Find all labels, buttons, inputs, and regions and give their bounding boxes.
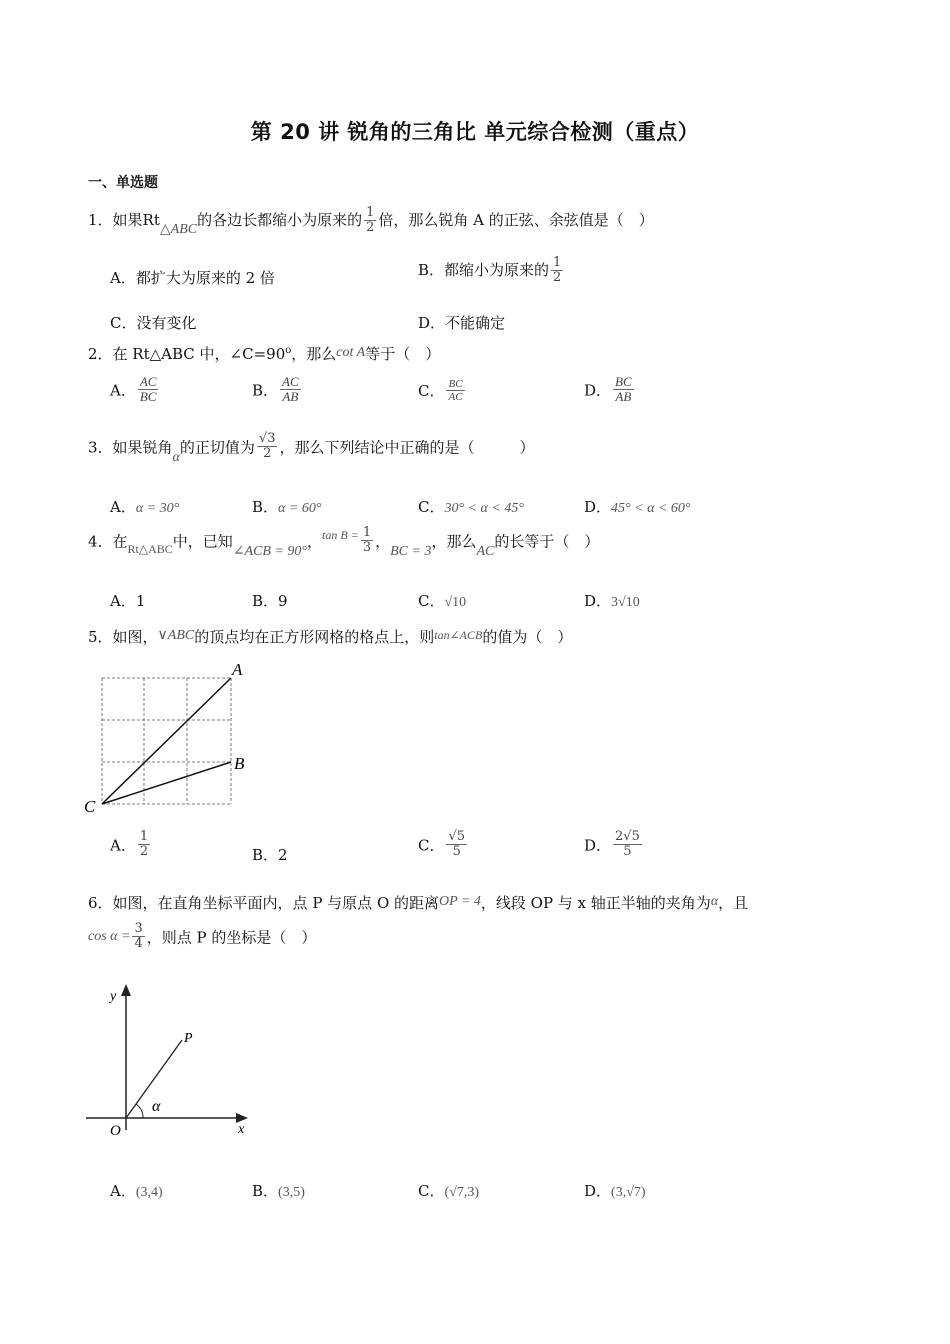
q5-option-a bbox=[110, 830, 152, 860]
q5-segment-ca bbox=[102, 678, 231, 804]
q3-option-c bbox=[418, 496, 524, 517]
q2-b-num: AC bbox=[282, 374, 299, 389]
q6-option-d-label: D． bbox=[584, 1182, 612, 1200]
q3-option-c-label: C． bbox=[418, 498, 445, 516]
q4-option-c-label: C． bbox=[418, 592, 445, 610]
q5-triangle: ∨ABC bbox=[157, 628, 195, 643]
question-3 bbox=[88, 432, 535, 466]
q6-option-b bbox=[252, 1180, 305, 1201]
q3-option-a bbox=[110, 496, 179, 517]
q3-fraction bbox=[257, 432, 278, 462]
q6-y-arrow bbox=[121, 984, 131, 996]
q4-mid2: ，那么 bbox=[431, 532, 477, 551]
q6-frac-den: 4 bbox=[134, 936, 143, 952]
q6-option-c-label: C． bbox=[418, 1182, 445, 1200]
q6-option-c bbox=[418, 1180, 479, 1201]
q5-option-d-fraction bbox=[613, 830, 642, 860]
q3-frac-den: 2 bbox=[263, 446, 272, 462]
q5-option-b: B．2 bbox=[252, 846, 288, 864]
q2-option-b-label: B． bbox=[252, 381, 279, 400]
q6-option-a-label: A． bbox=[110, 1182, 136, 1200]
q3-option-b-label: B． bbox=[252, 498, 279, 516]
q6-line1-end: ，且 bbox=[718, 894, 749, 912]
q4-angle: ∠ACB = 90° bbox=[232, 543, 308, 559]
q2-a-num: AC bbox=[139, 374, 157, 389]
q5-option-a-label: A． bbox=[110, 836, 136, 855]
q6-alpha: α bbox=[710, 894, 719, 909]
q5-segment-cb bbox=[102, 762, 231, 804]
q3-mid: 的正切值为 bbox=[179, 438, 255, 457]
q5-post: 的值为（ ） bbox=[482, 628, 573, 646]
q2-d-num: BC bbox=[615, 374, 632, 389]
page-title: 第 20 讲 锐角的三角比 单元综合检测（重点） bbox=[250, 120, 700, 144]
q6-angle-arc bbox=[136, 1104, 143, 1118]
q2-option-a-fraction bbox=[138, 375, 159, 405]
q3-option-b-math: α = 60° bbox=[278, 501, 322, 516]
q3-option-b bbox=[252, 496, 321, 517]
question-5 bbox=[88, 626, 572, 647]
q2-d-den: AB bbox=[615, 389, 632, 405]
q1-option-b-text: B．都缩小为原来的 bbox=[418, 260, 550, 279]
q3-option-d bbox=[584, 496, 690, 517]
q6-cos: cos α = bbox=[88, 928, 131, 944]
q4-option-b: B．9 bbox=[252, 592, 288, 610]
question-2 bbox=[88, 343, 440, 364]
q3-pre: 3．如果锐角 bbox=[88, 438, 173, 457]
q2-option-b bbox=[252, 375, 303, 405]
q2-option-a bbox=[110, 375, 160, 405]
q6-frac-num: 3 bbox=[134, 921, 143, 936]
q5-option-d-label: D． bbox=[584, 836, 612, 855]
question-6-line-1 bbox=[88, 892, 748, 913]
q5-label-b: B bbox=[234, 754, 245, 773]
q6-label-x: x bbox=[238, 1122, 245, 1137]
q2-option-a-label: A． bbox=[110, 381, 136, 400]
q1-triangle: △ABC bbox=[159, 221, 198, 237]
q2-option-d bbox=[584, 375, 636, 405]
q6-option-d-math: (3,√7) bbox=[611, 1185, 646, 1200]
q6-label-o: O bbox=[110, 1123, 121, 1139]
q2-option-d-label: D． bbox=[584, 381, 612, 400]
q5-pre: 5．如图， bbox=[88, 628, 158, 646]
q5-option-c-fraction bbox=[446, 830, 467, 860]
q2-a-den: BC bbox=[139, 389, 157, 405]
q5-c-den: 5 bbox=[452, 844, 461, 860]
q1-fraction bbox=[364, 206, 376, 236]
q3-option-a-math: α = 30° bbox=[135, 501, 180, 516]
q1-option-b-den: 2 bbox=[553, 270, 562, 286]
question-4 bbox=[88, 526, 599, 560]
q5-option-c bbox=[418, 830, 469, 860]
q2-option-d-fraction bbox=[613, 375, 634, 405]
q6-option-b-math: (3,5) bbox=[278, 1185, 305, 1200]
q3-post: ，那么下列结论中正确的是（ ） bbox=[279, 438, 535, 457]
q4-tanb: tan B = bbox=[322, 527, 359, 542]
q6-line1-post: ，线段 OP 与 x 轴正半轴的夹角为 bbox=[480, 894, 711, 912]
q6-option-c-math: (√7,3) bbox=[444, 1185, 479, 1200]
question-1 bbox=[88, 206, 654, 238]
q6-line1-pre: 6．如图，在直角坐标平面内，点 P 与原点 O 的距离 bbox=[88, 894, 440, 912]
q2-c-num: BC bbox=[448, 378, 463, 390]
q2-option-c-label: C． bbox=[418, 382, 445, 401]
q5-d-num: 2√5 bbox=[615, 829, 640, 844]
q6-label-alpha: α bbox=[152, 1098, 161, 1115]
q2-pre: 2．在 Rt△ABC 中，∠C=90 bbox=[88, 345, 286, 363]
q4-triangle: Rt△ABC bbox=[127, 541, 173, 556]
q1-option-c: C．没有变化 bbox=[110, 314, 197, 332]
q1-frac-den: 2 bbox=[366, 220, 375, 236]
q5-option-a-fraction bbox=[138, 830, 150, 860]
q6-option-a-math: (3,4) bbox=[135, 1185, 163, 1200]
q3-option-d-math: 45° < α < 60° bbox=[611, 501, 691, 516]
q1-option-b-fraction bbox=[551, 256, 563, 286]
q4-option-c-math: √10 bbox=[444, 595, 467, 610]
q2-option-c-fraction bbox=[446, 378, 464, 403]
q3-option-a-label: A． bbox=[110, 498, 136, 516]
q3-alpha: α bbox=[172, 449, 180, 465]
question-6-line-2 bbox=[88, 922, 316, 952]
q5-a-den: 2 bbox=[139, 844, 149, 860]
q4-bc: BC = 3 bbox=[390, 543, 432, 559]
q1-pre: 1．如果Rt bbox=[88, 210, 160, 229]
q2-option-c bbox=[418, 378, 467, 403]
q5-label-a: A bbox=[232, 660, 243, 679]
q4-mid1: 中，已知 bbox=[172, 532, 233, 551]
q5-grid-figure bbox=[80, 655, 280, 820]
q4-comma2: ， bbox=[375, 532, 391, 551]
q2-mid: ，那么 bbox=[291, 345, 337, 363]
q1-post: 倍，那么锐角 A 的正弦、余弦值是（ ） bbox=[378, 210, 654, 229]
q5-d-den: 5 bbox=[623, 844, 632, 860]
q1-option-b bbox=[418, 256, 565, 286]
q3-frac-num: √3 bbox=[258, 431, 276, 446]
q6-fraction bbox=[132, 922, 144, 952]
q6-label-p: P bbox=[184, 1031, 193, 1046]
q4-frac-num: 1 bbox=[362, 525, 372, 540]
q5-label-c: C bbox=[84, 797, 96, 816]
q2-post: 等于（ ） bbox=[365, 345, 441, 363]
q4-option-a: A．1 bbox=[110, 592, 146, 610]
q4-option-d-math: 3√10 bbox=[611, 595, 640, 610]
q4-pre: 4．在 bbox=[88, 532, 128, 551]
q4-post: 的长等于（ ） bbox=[494, 532, 600, 551]
section-heading: 一、单选题 bbox=[88, 175, 158, 191]
q4-option-d-label: D． bbox=[584, 592, 612, 610]
q6-coordinate-figure bbox=[80, 980, 260, 1140]
q4-option-c bbox=[418, 590, 466, 611]
q6-line2-post: ，则点 P 的坐标是（ ） bbox=[146, 928, 317, 947]
q1-frac-num: 1 bbox=[366, 205, 375, 220]
q1-option-b-num: 1 bbox=[553, 255, 562, 270]
q6-label-y: y bbox=[110, 989, 117, 1004]
q4-ac: AC bbox=[476, 543, 495, 559]
q5-option-c-label: C． bbox=[418, 836, 445, 855]
q4-fraction bbox=[361, 526, 373, 556]
q6-option-d bbox=[584, 1180, 646, 1201]
q3-option-d-label: D． bbox=[584, 498, 612, 516]
q1-mid: 的各边长都缩小为原来的 bbox=[197, 210, 363, 229]
q4-frac-den: 3 bbox=[362, 540, 372, 556]
q5-a-num: 1 bbox=[139, 829, 149, 844]
q2-b-den: AB bbox=[282, 389, 299, 405]
q6-option-a bbox=[110, 1180, 163, 1201]
q5-c-num: √5 bbox=[448, 829, 466, 844]
q2-option-b-fraction bbox=[280, 375, 301, 405]
q2-cot: cot A bbox=[336, 345, 366, 360]
q2-degree: o bbox=[285, 345, 292, 356]
q5-tan: tan∠ACB bbox=[434, 628, 483, 642]
q2-c-den: AC bbox=[448, 391, 463, 404]
q1-option-a: A．都扩大为原来的 2 倍 bbox=[110, 269, 275, 287]
q6-op: OP = 4 bbox=[439, 894, 481, 909]
q4-option-d bbox=[584, 590, 640, 611]
q1-option-d: D．不能确定 bbox=[418, 314, 506, 332]
q5-option-d bbox=[584, 830, 644, 860]
q4-comma1: ， bbox=[307, 532, 323, 551]
q6-option-b-label: B． bbox=[252, 1182, 279, 1200]
q3-option-c-math: 30° < α < 45° bbox=[444, 501, 524, 516]
q5-mid: 的顶点均在正方形网格的格点上，则 bbox=[194, 628, 435, 646]
